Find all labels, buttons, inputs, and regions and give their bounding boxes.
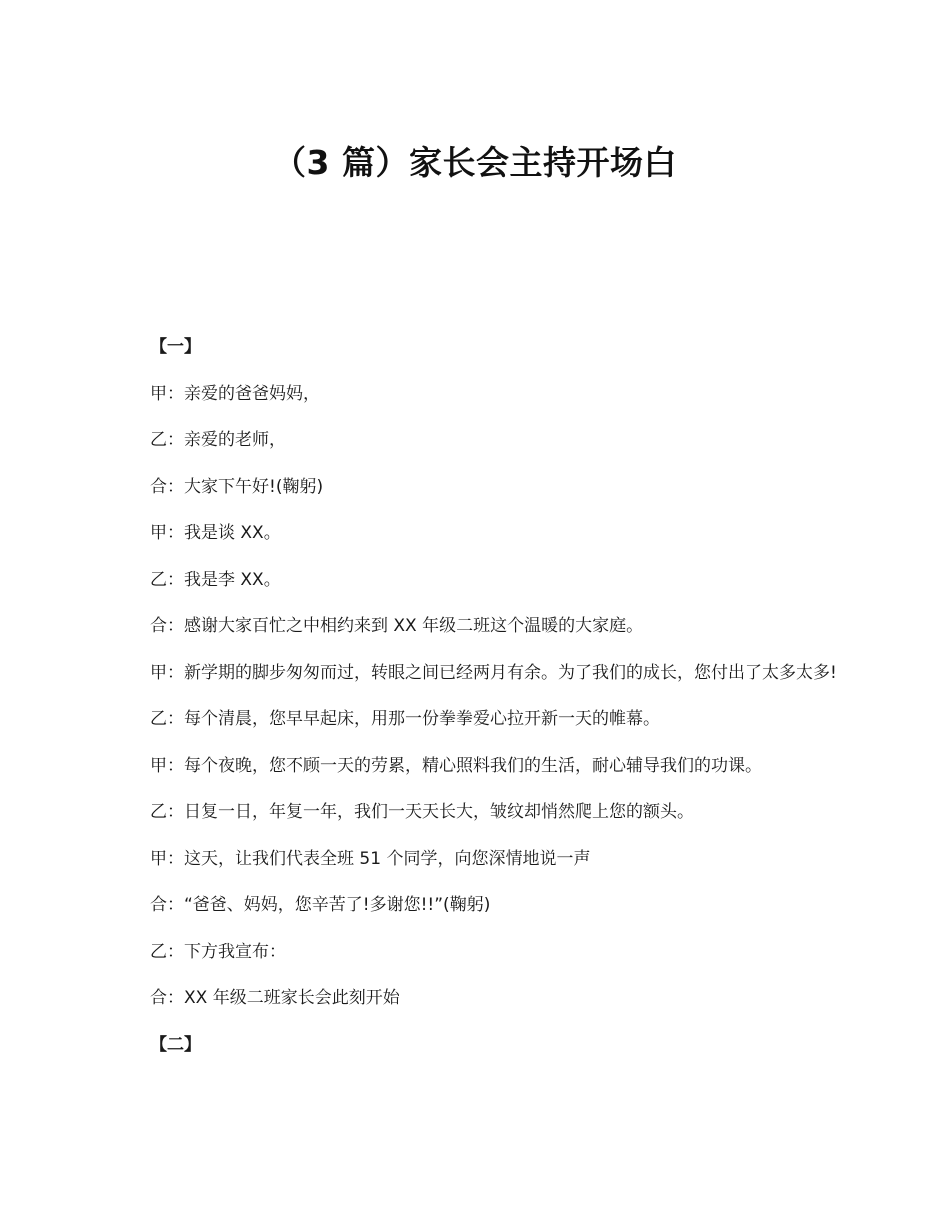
paragraph: 乙：每个清晨，您早早起床，用那一份拳拳爱心拉开新一天的帷幕。: [150, 709, 660, 729]
paragraph: 乙：亲爱的老师，: [150, 430, 286, 450]
paragraph: 合：感谢大家百忙之中相约来到 XX 年级二班这个温暖的大家庭。: [150, 616, 644, 636]
paragraph: 合：XX 年级二班家长会此刻开始: [150, 988, 400, 1008]
paragraph: 乙：下方我宣布：: [150, 941, 286, 962]
paragraph: 乙：我是李 XX。: [150, 569, 281, 590]
paragraph: 合：“爸爸、妈妈，您辛苦了!多谢您!!”(鞠躬): [150, 895, 491, 915]
paragraph: 甲：每个夜晚，您不顾一天的劳累，精心照料我们的生活，耐心辅导我们的功课。: [150, 755, 762, 776]
document-title: （3 篇）家长会主持开场白: [273, 143, 677, 182]
paragraph: 甲：新学期的脚步匆匆而过，转眼之间已经两月有余。为了我们的成长，您付出了太多太多!: [150, 662, 837, 683]
paragraph: 乙：日复一日，年复一年，我们一天天长大，皱纹却悄然爬上您的额头。: [150, 802, 694, 822]
paragraph: 甲：这天，让我们代表全班 51 个同学，向您深情地说一声: [150, 848, 591, 869]
paragraph: 甲：亲爱的爸爸妈妈，: [150, 383, 320, 404]
paragraph: 甲：我是谈 XX。: [150, 523, 281, 543]
section-heading: 【二】: [150, 1034, 201, 1055]
paragraph: 合：大家下午好!(鞠躬): [150, 476, 324, 497]
section-heading: 【一】: [150, 337, 201, 357]
document-body: [113, 335, 843, 1079]
